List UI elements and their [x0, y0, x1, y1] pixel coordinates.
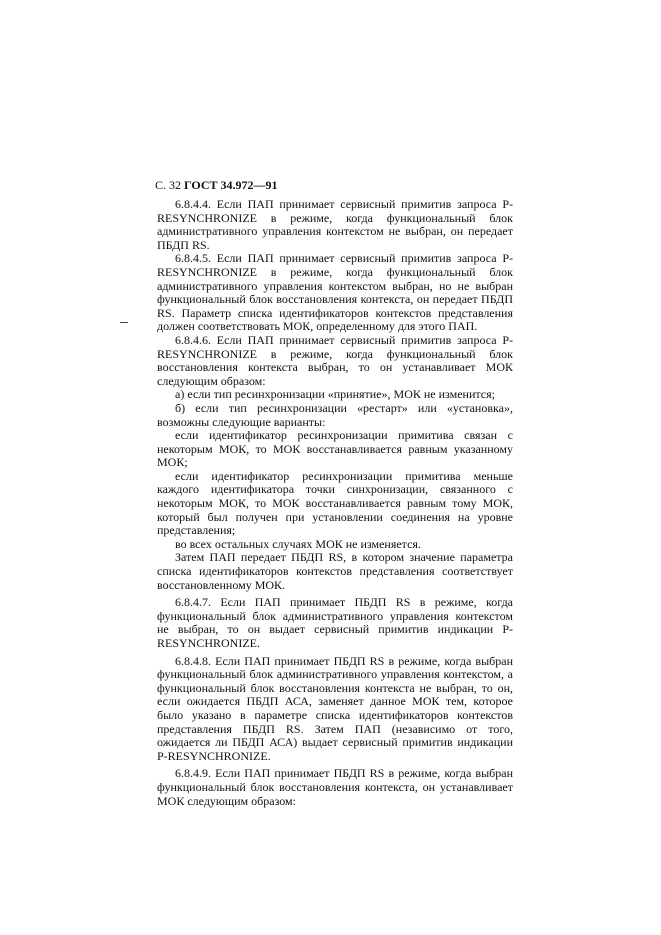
- variant-2: если идентификатор ресинхронизации примитива меньше каждого идентификатора точки синхронизации, связанного с некоторым МОК, то МОК восстанавливается равным тому МОК, который был получен при установлении соединения на уровне представления;: [157, 468, 513, 538]
- margin-mark: [120, 322, 128, 323]
- standard-designation: ГОСТ 34.972—91: [184, 178, 278, 192]
- variant-3: во всех остальных случаях МОК не изменяется.: [175, 536, 421, 551]
- page-header: [155, 178, 278, 193]
- clause-6-8-4-7: 6.8.4.7. Если ПАП принимает ПБДП RS в режиме, когда функциональный блок административного управления контекстом не выбран, то он выдает сервисный примитив индикации P-RESYNCHRONIZE.: [157, 595, 513, 650]
- clause-6-8-4-6: 6.8.4.6. Если ПАП принимает сервисный примитив запроса P-RESYNCHRONIZE в режиме, когда функциональный блок восстановления контекста выбран, то он устанавливает МОК следующим образом:: [157, 332, 513, 388]
- page-number: С. 32: [155, 178, 185, 192]
- clause-6-8-4-4: 6.8.4.4. Если ПАП принимает сервисный примитив запроса P-RESYNCHRONIZE в режиме, когда функциональный блок административного управления контекстом не выбран, он передает ПБДП RS.: [157, 197, 513, 252]
- after-variants: Затем ПАП передает ПБДП RS, в котором значение параметра списка идентификаторов контекстов представления соответствует восстановленному МОК.: [157, 550, 513, 592]
- body-text: [157, 198, 513, 808]
- list-item-a: а) если тип ресинхронизации «принятие», МОК не изменится;: [175, 387, 495, 402]
- clause-6-8-4-5: 6.8.4.5. Если ПАП принимает сервисный примитив запроса P-RESYNCHRONIZE в режиме, когда функциональный блок административного управления контекстом выбран, но не выбран функциональный блок восстановления контекста, он передает ПБДП RS. Параметр списка идентификаторов контекстов представления должен соответствовать МОК, определенному для этого ПАП.: [157, 251, 513, 334]
- clause-6-8-4-8: 6.8.4.8. Если ПАП принимает ПБДП RS в режиме, когда выбран функциональный блок административного управления контекстом, а функциональный блок восстановления контекста не выбран, то он, если ожидается ПБДП АСА, заменяет данное МОК тем, которое было указано в параметре списка идентификаторов контекстов представления ПБДП RS. Затем ПАП (независимо от того, ожидается ли ПБДП АСА) выдает сервисный примитив индикации P-RESYNCHRONIZE.: [157, 653, 513, 763]
- list-item-b: б) если тип ресинхронизации «рестарт» или «установка», возможны следующие варианты:: [157, 400, 513, 429]
- clause-6-8-4-9: 6.8.4.9. Если ПАП принимает ПБДП RS в режиме, когда выбран функциональный блок восстановления контекста, он устанавливает МОК следующим образом:: [157, 766, 513, 808]
- variant-1: если идентификатор ресинхронизации примитива связан с некоторым МОК, то МОК восстанавливается равным указанному МОК;: [157, 428, 513, 470]
